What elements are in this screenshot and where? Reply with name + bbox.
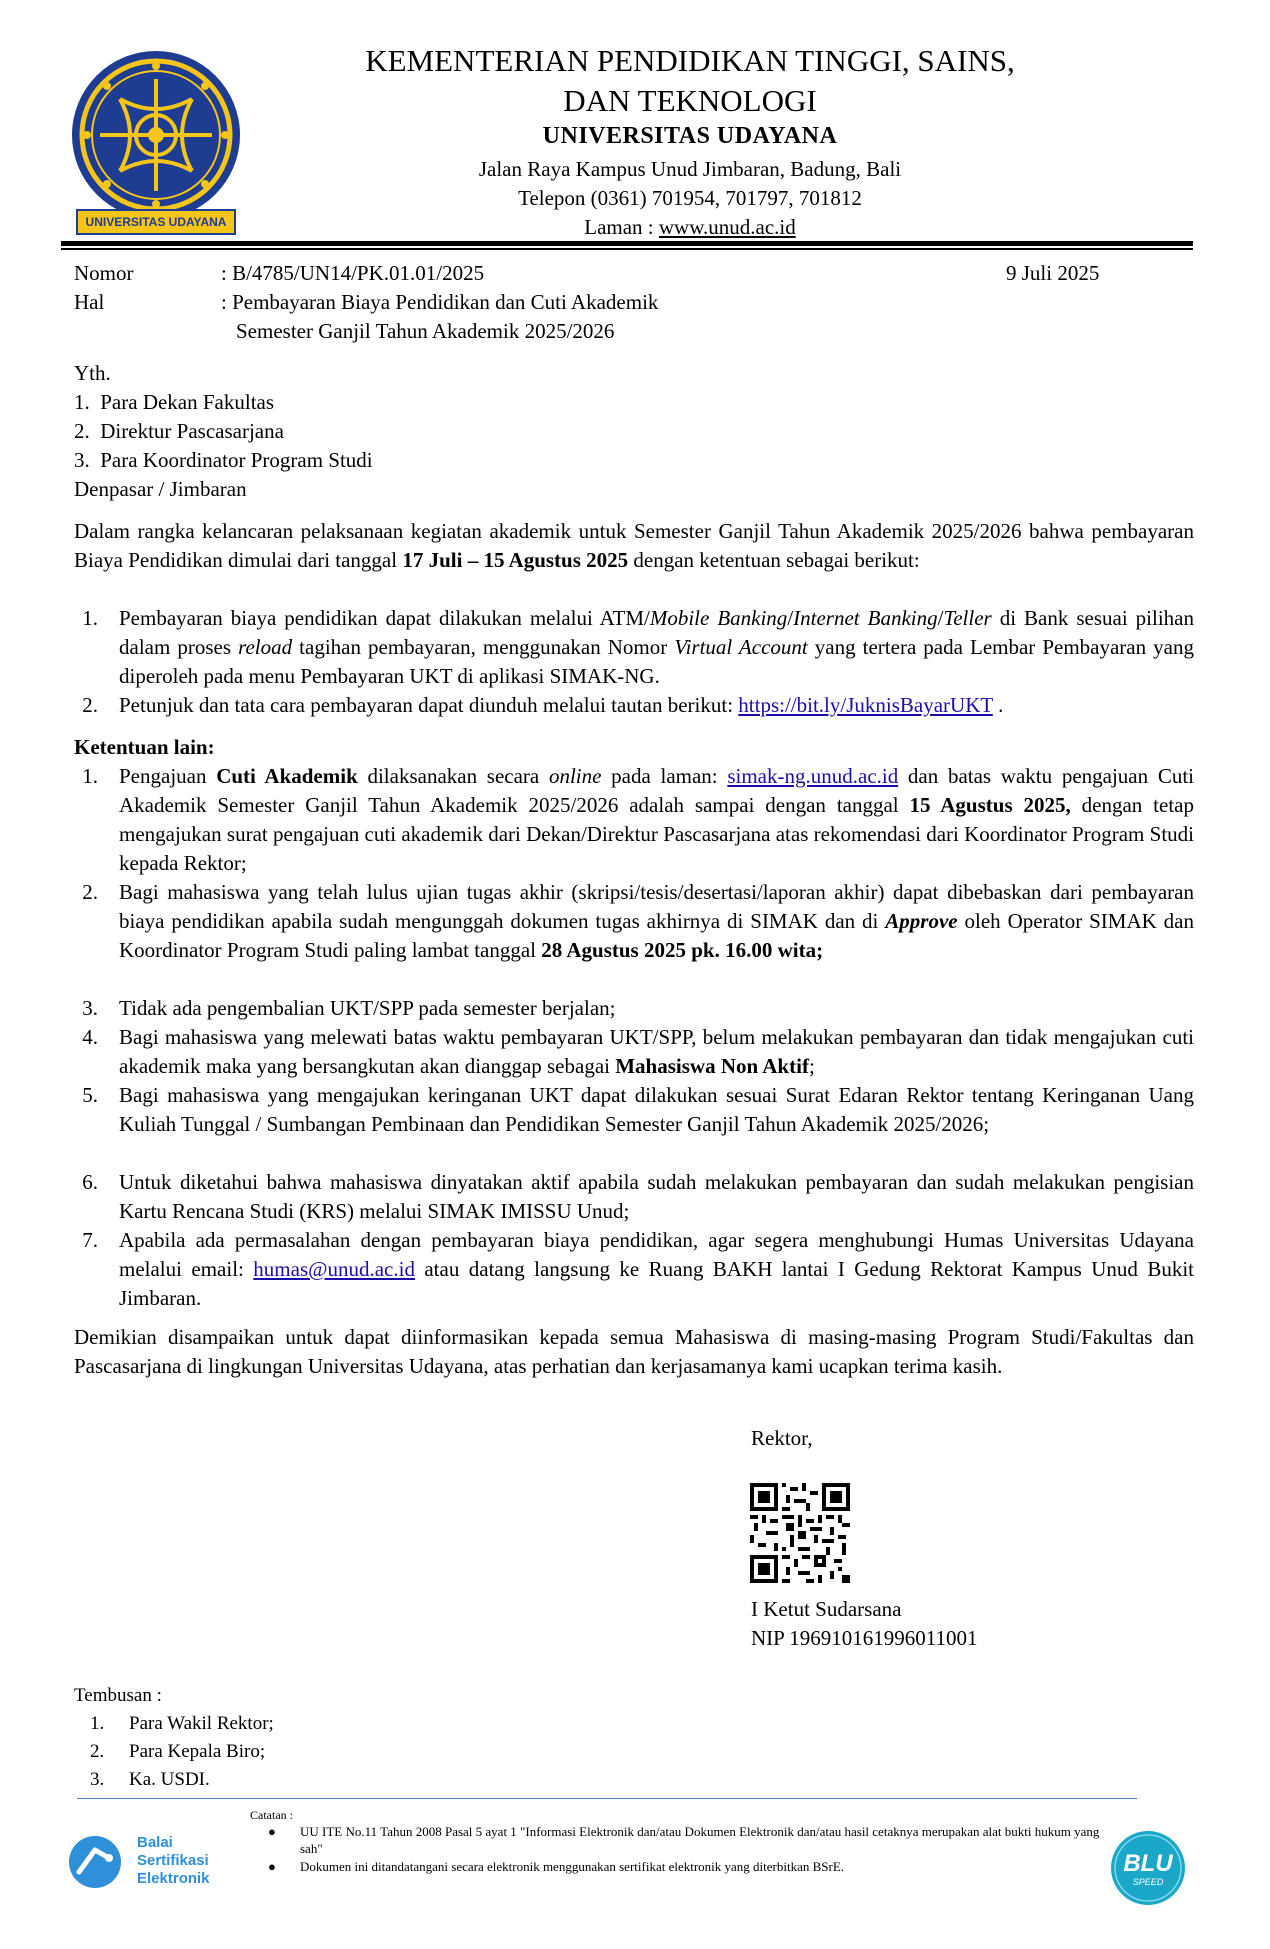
item-number: 1. [82, 606, 98, 630]
note-text: UU ITE No.11 Tahun 2008 Pasal 5 ayat 1 "Informasi Elektronik dan/atau Dokumen Elektronik dan/atau hasil cetaknya merupakan alat bukti hukum yang sah" [300, 1824, 1100, 1856]
item-number: 2. [82, 880, 98, 904]
text: Mobile Banking [649, 606, 788, 630]
text: . [992, 693, 1004, 717]
recipient-3: 3. Para Koordinator Program Studi [74, 448, 373, 472]
item-number: 5. [82, 1083, 98, 1107]
intro-date-range: 17 Juli – 15 Agustus 2025 [402, 548, 629, 572]
item-number: 7. [82, 1228, 98, 1252]
text: Bagi mahasiswa yang telah lulus ujian tugas akhir (skripsi/tesis/desertasi/laporan akhir) dapat dibebaskan dari pembayaran biaya pendidikan apabila sudah mengunggah dokumen tugas akhirnya di SIMAK dan di [119, 880, 1194, 933]
website-label: Laman : [584, 215, 659, 239]
text: Untuk diketahui bahwa mahasiswa dinyatakan aktif apabila sudah melakukan pembayaran dan sudah melakukan pengisian Kartu Rencana Studi (KRS) melalui SIMAK IMISSU Unud; [119, 1170, 1194, 1223]
hal-label: Hal [74, 290, 105, 314]
text: di Bank sesuai pilihan dalam proses [119, 606, 1194, 659]
text: Cuti Akademik [216, 764, 358, 788]
blu-text: BLU [1123, 1850, 1173, 1877]
blu-logo [1110, 1830, 1186, 1906]
university-name: UNIVERSITAS UDAYANA [542, 123, 838, 149]
item-number: 4. [82, 1025, 98, 1049]
recipient-2: 2. Direktur Pascasarjana [74, 419, 284, 443]
text: Bagi mahasiswa yang melewati batas waktu pembayaran UKT/SPP, belum melakukan pembayaran dan tidak mengajukan cuti akademik maka yang bersangkutan akan dianggap sebagai [119, 1025, 1194, 1078]
simak-link[interactable]: simak-ng.unud.ac.id [727, 764, 899, 788]
ministry-line-2: DAN TEKNOLOGI [563, 83, 817, 118]
tembusan-text: Para Wakil Rektor; [129, 1713, 274, 1734]
text: dilaksanakan secara [357, 764, 549, 788]
text: / [787, 606, 794, 630]
letterhead-rule-thin [61, 248, 1193, 250]
bullet-icon: ● [268, 1859, 276, 1874]
qr-code-icon [750, 1483, 850, 1583]
text: Approve [885, 909, 958, 933]
tembusan-number: 1. [90, 1713, 105, 1734]
text: 28 Agustus 2025 pk. 16.00 wita; [541, 938, 824, 962]
text: ; [808, 1054, 815, 1078]
closing-paragraph: Demikian disampaikan untuk dapat diinformasikan kepada semua Mahasiswa di masing-masing Program Studi/Fakultas dan Pascasarjana di lingkungan Universitas Udayana, atas perhatian dan kerjasamanya kami ucapkan terima kasih. [74, 1325, 1194, 1378]
intro-paragraph [74, 517, 1194, 575]
logo-caption: UNIVERSITAS UDAYANA [85, 215, 227, 229]
tembusan-number: 3. [90, 1769, 105, 1790]
note-text: Dokumen ini ditandatangani secara elektronik menggunakan sertifikat elektronik yang diterbitkan BSrE. [300, 1859, 845, 1874]
text: reload [238, 635, 293, 659]
text: yang tertera pada Lembar Pembayaran yang diperoleh pada menu Pembayaran UKT di aplikasi SIMAK-NG. [119, 635, 1194, 688]
text: pada laman: [601, 764, 728, 788]
item-number: 2. [82, 693, 98, 717]
bsre-line-3: Elektronik [137, 1870, 210, 1887]
text: oleh Operator SIMAK dan Koordinator Program Studi paling lambat tanggal [119, 909, 1194, 962]
item-number: 6. [82, 1170, 98, 1194]
signatory-name: I Ketut Sudarsana [751, 1597, 902, 1621]
text: Apabila ada permasalahan dengan pembayaran biaya pendidikan, agar segera menghubungi Humas Universitas Udayana melalui email: [119, 1228, 1194, 1281]
catatan-label: Catatan : [250, 1808, 293, 1822]
tembusan-item-3 [90, 1766, 210, 1794]
text: Petunjuk dan tata cara pembayaran dapat diunduh melalui tautan berikut: [119, 693, 739, 717]
bsre-shield-icon [65, 1832, 125, 1892]
bullet-icon: ● [268, 1824, 276, 1839]
humas-email-link[interactable]: humas@unud.ac.id [253, 1257, 415, 1281]
intro-text-a: Dalam rangka kelancaran pelaksanaan kegiatan akademik untuk Semester Ganjil Tahun Akademik 2025/2026 bahwa pembayaran Biaya Pendidikan dimulai dari tanggal [74, 519, 1194, 572]
nomor-value: : B/4785/UN14/PK.01.01/2025 [221, 261, 485, 285]
greeting: Yth. [74, 361, 111, 385]
text: Tidak ada pengembalian UKT/SPP pada semester berjalan; [119, 996, 616, 1020]
text: Internet Banking [793, 606, 938, 630]
nomor-label: Nomor [74, 261, 134, 285]
qr-code [750, 1483, 850, 1583]
tembusan-item-2 [90, 1738, 265, 1766]
tembusan-number: 2. [90, 1741, 105, 1762]
signatory-title: Rektor, [751, 1426, 813, 1450]
item-number: 3. [82, 996, 98, 1020]
tembusan-text: Ka. USDI. [129, 1769, 210, 1790]
hal-value-2: Semester Ganjil Tahun Akademik 2025/2026 [236, 319, 615, 343]
letterhead-rule-thick [61, 241, 1193, 246]
item-number: 1. [82, 764, 98, 788]
tembusan-label: Tembusan : [74, 1685, 162, 1706]
signatory-nip: NIP 196910161996011001 [751, 1626, 978, 1650]
text: Bagi mahasiswa yang mengajukan keringanan UKT dapat dilakukan sesuai Surat Edaran Rektor tentang Keringanan Uang Kuliah Tunggal / Sumbangan Pembinaan dan Pendidikan Semester Ganjil Tahun Akademik 2025/2026; [119, 1083, 1194, 1136]
udayana-emblem-icon [70, 49, 242, 237]
footer-rule [77, 1798, 1137, 1799]
text: Mahasiswa Non Aktif [615, 1054, 809, 1078]
website-link[interactable]: www.unud.ac.id [658, 215, 796, 239]
blu-subtext: SPEED [1132, 1877, 1164, 1887]
ministry-line-1: KEMENTERIAN PENDIDIKAN TINGGI, SAINS, [365, 43, 1015, 78]
bsre-text [137, 1834, 210, 1888]
text: Pengajuan [119, 764, 217, 788]
website-line [300, 213, 1080, 241]
recipient-1: 1. Para Dekan Fakultas [74, 390, 275, 414]
text: Virtual Account [674, 635, 808, 659]
phone-line: Telepon (0361) 701954, 701797, 701812 [518, 186, 862, 210]
letter-date: 9 Juli 2025 [1006, 261, 1100, 285]
tembusan-text: Para Kepala Biro; [129, 1741, 266, 1762]
ketentuan-heading: Ketentuan lain: [74, 735, 215, 759]
intro-text-b: dengan ketentuan sebagai berikut: [628, 548, 920, 572]
text: dan batas waktu pengajuan Cuti Akademik Semester Ganjil Tahun Akademik 2025/2026 adalah sampai dengan tanggal [119, 764, 1195, 817]
bsre-line-1: Balai [137, 1834, 173, 1851]
footer-note-1 [268, 1823, 1108, 1857]
text: online [548, 764, 602, 788]
text: atau datang langsung ke Ruang BAKH lantai I Gedung Rektorat Kampus Unud Bukit Jimbaran. [119, 1257, 1195, 1310]
bsre-logo [65, 1832, 255, 1892]
university-logo [70, 49, 242, 237]
text: dengan tetap mengajukan surat pengajuan cuti akademik dari Dekan/Direktur Pascasarjana atas rekomendasi dari Koordinator Program Studi kepada Rektor; [119, 793, 1194, 875]
text: tagihan pembayaran, menggunakan Nomor [292, 635, 675, 659]
footer-note-2 [268, 1858, 1108, 1875]
recipient-place: Denpasar / Jimbaran [74, 477, 247, 501]
hal-value-1: : Pembayaran Biaya Pendidikan dan Cuti Akademik [221, 290, 659, 314]
text: Teller [943, 606, 992, 630]
address-line: Jalan Raya Kampus Unud Jimbaran, Badung, Bali [478, 157, 902, 181]
juknis-link[interactable]: https://bit.ly/JuknisBayarUKT [738, 693, 993, 717]
tembusan-item-1 [90, 1710, 274, 1738]
text: 15 Agustus 2025, [909, 793, 1071, 817]
text: Pembayaran biaya pendidikan dapat dilakukan melalui ATM/ [119, 606, 650, 630]
text: / [937, 606, 944, 630]
bsre-line-2: Sertifikasi [137, 1852, 209, 1869]
